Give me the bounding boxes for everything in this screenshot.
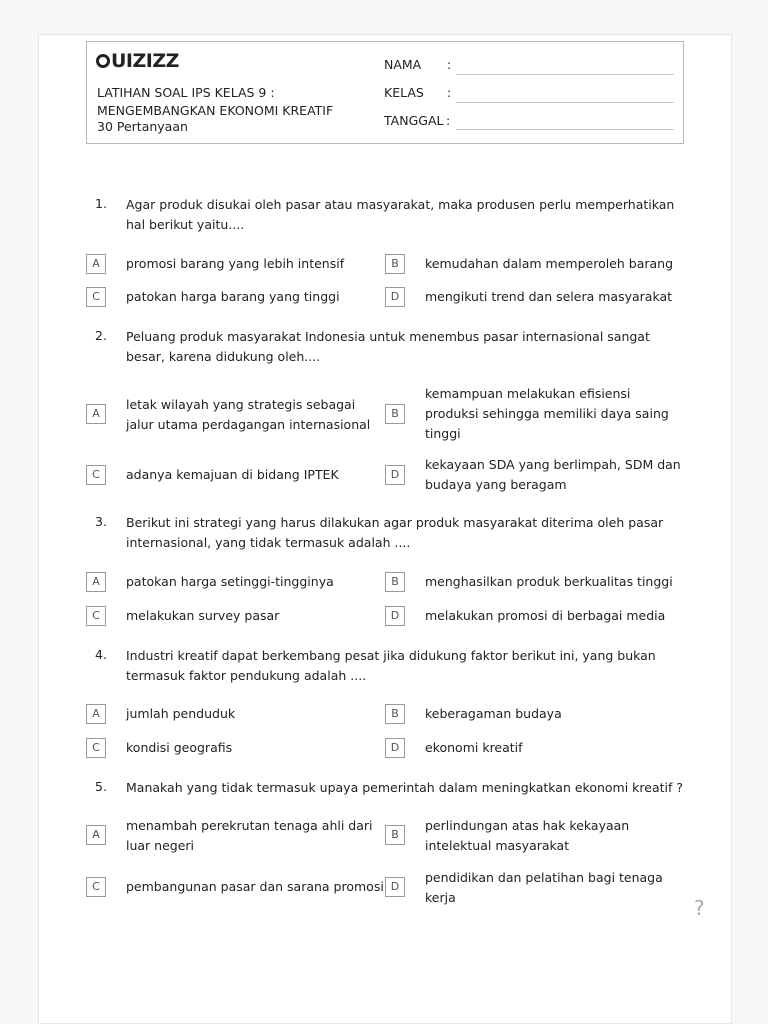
option-d-box[interactable]: D (385, 606, 405, 626)
option-d-box[interactable]: D (385, 877, 405, 897)
field-colon: : (446, 113, 451, 128)
option-d-box[interactable]: D (385, 465, 405, 485)
option-text: menghasilkan produk berkualitas tinggi (425, 574, 673, 589)
option-a-box[interactable]: A (86, 704, 106, 724)
option-text: adanya kemajuan di bidang IPTEK (126, 467, 339, 482)
option-text: melakukan promosi di berbagai media (425, 608, 666, 623)
question-number: 2. (95, 328, 107, 343)
field-label-nama: NAMA (384, 57, 422, 72)
question-number: 5. (95, 779, 107, 794)
nama-line[interactable] (456, 74, 674, 75)
option-text: jumlah penduduk (126, 706, 236, 721)
option-c-box[interactable]: C (86, 877, 106, 897)
option-text: perlindungan atas hak kekayaan intelektual masyarakat (425, 818, 630, 853)
option-c-box[interactable]: C (86, 465, 106, 485)
field-colon: : (447, 57, 452, 72)
kelas-line[interactable] (456, 102, 674, 103)
help-icon[interactable]: ? (694, 896, 705, 920)
option-a-box[interactable]: A (86, 825, 106, 845)
option-text: kemampuan melakukan efisiensi produksi sehingga memiliki daya saing tinggi (425, 386, 669, 441)
option-text: letak wilayah yang strategis sebagai jalur utama perdagangan internasional (126, 397, 371, 432)
option-c-box[interactable]: C (86, 738, 106, 758)
option-text: pembangunan pasar dan sarana promosi (126, 879, 384, 894)
option-a-box[interactable]: A (86, 404, 106, 424)
option-text: keberagaman budaya (425, 706, 562, 721)
option-b-box[interactable]: B (385, 704, 405, 724)
question-number: 1. (95, 196, 107, 211)
option-text: menambah perekrutan tenaga ahli dari luar negeri (126, 818, 373, 853)
option-c-box[interactable]: C (86, 287, 106, 307)
field-label-kelas: KELAS (384, 85, 424, 100)
option-d-box[interactable]: D (385, 738, 405, 758)
option-b-box[interactable]: B (385, 572, 405, 592)
field-colon: : (447, 85, 452, 100)
option-text: patokan harga barang yang tinggi (126, 289, 340, 304)
option-c-box[interactable]: C (86, 606, 106, 626)
option-d-box[interactable]: D (385, 287, 405, 307)
question-number: 3. (95, 514, 107, 529)
option-text: promosi barang yang lebih intensif (126, 256, 345, 271)
option-b-box[interactable]: B (385, 404, 405, 424)
option-a-box[interactable]: A (86, 572, 106, 592)
logo-text: UIZIZZ (111, 50, 179, 72)
option-text: kekayaan SDA yang berlimpah, SDM dan budaya yang beragam (425, 457, 681, 492)
quizizz-logo (96, 50, 179, 72)
option-text: patokan harga setinggi-tingginya (126, 574, 334, 589)
question-text: Peluang produk masyarakat Indonesia untuk menembus pasar internasional sangat besar, karena didukung oleh.... (126, 329, 650, 364)
option-text: mengikuti trend dan selera masyarakat (425, 289, 673, 304)
field-label-tanggal: TANGGAL (384, 113, 444, 128)
question-number: 4. (95, 647, 107, 662)
tanggal-line[interactable] (456, 129, 674, 130)
option-text: ekonomi kreatif (425, 740, 523, 755)
question-text: Berikut ini strategi yang harus dilakukan agar produk masyarakat diterima oleh pasar internasional, yang tidak termasuk adalah .... (126, 515, 664, 550)
option-text: pendidikan dan pelatihan bagi tenaga kerja (425, 870, 663, 905)
option-text: kemudahan dalam memperoleh barang (425, 256, 674, 271)
question-text: Manakah yang tidak termasuk upaya pemerintah dalam meningkatkan ekonomi kreatif ? (126, 780, 684, 795)
option-a-box[interactable]: A (86, 254, 106, 274)
option-b-box[interactable]: B (385, 825, 405, 845)
option-b-box[interactable]: B (385, 254, 405, 274)
logo-q-icon (96, 54, 110, 68)
question-text: Industri kreatif dapat berkembang pesat jika didukung faktor berikut ini, yang bukan termasuk faktor pendukung adalah .... (126, 648, 656, 683)
option-text: kondisi geografis (126, 740, 233, 755)
question-count: 30 Pertanyaan (97, 119, 188, 134)
option-text: melakukan survey pasar (126, 608, 280, 623)
quiz-title: LATIHAN SOAL IPS KELAS 9 : MENGEMBANGKAN EKONOMI KREATIF (97, 85, 334, 118)
question-text: Agar produk disukai oleh pasar atau masyarakat, maka produsen perlu memperhatikan hal berikut yaitu.... (126, 197, 675, 232)
